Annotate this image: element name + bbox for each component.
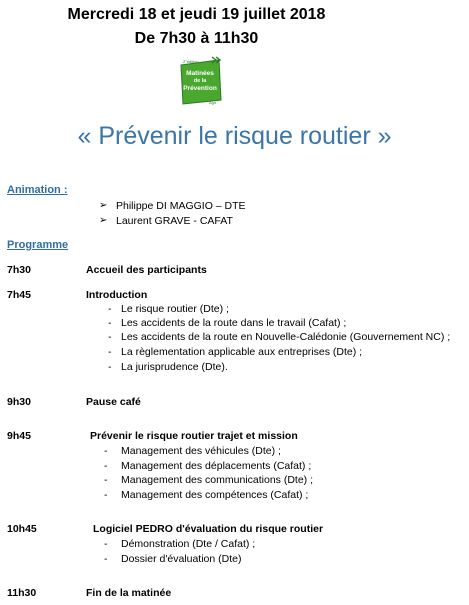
dash-bullet: -: [108, 331, 112, 343]
list-item: Démonstration (Dte / Cafat) ;: [121, 538, 256, 550]
item-title: Prévenir le risque routier trajet et mission: [90, 430, 298, 442]
list-item: Management des compétences (Cafat) ;: [121, 489, 309, 501]
dash-bullet: -: [104, 445, 108, 457]
animator-2: Laurent GRAVE - CAFAT: [116, 215, 233, 227]
logo-line3: Prévention: [183, 85, 217, 92]
dash-bullet: -: [104, 538, 108, 550]
item-time: 10h45: [7, 523, 37, 535]
logo-bottom-text: Agir: [209, 100, 217, 105]
bullet-arrow-icon: ➢: [99, 215, 108, 226]
logo-line2: de la: [193, 78, 207, 84]
dash-bullet: -: [104, 489, 108, 501]
list-item: La jurisprudence (Dte).: [121, 361, 228, 373]
dash-bullet: -: [104, 553, 108, 565]
list-item: La règlementation applicable aux entreprises (Dte) ;: [121, 346, 363, 358]
list-item: Les accidents de la route dans le travail (Cafat) ;: [121, 317, 347, 329]
animator-1: Philippe DI MAGGIO – DTE: [116, 200, 246, 212]
dash-bullet: -: [108, 346, 112, 358]
programme-heading: Programme: [7, 239, 69, 251]
item-title: Introduction: [86, 289, 148, 301]
item-title: Pause café: [86, 396, 141, 408]
list-item: Dossier d'évaluation (Dte): [121, 553, 242, 565]
item-time: 7h45: [7, 289, 31, 301]
dash-bullet: -: [108, 361, 112, 373]
document-title: « Prévenir le risque routier »: [77, 122, 392, 150]
item-title: Logiciel PEDRO d'évaluation du risque routier: [93, 523, 324, 535]
item-time: 11h30: [7, 587, 37, 599]
list-item: Management des communications (Dte) ;: [121, 474, 313, 486]
bullet-arrow-icon: ➢: [99, 200, 108, 211]
dash-bullet: -: [108, 303, 112, 315]
dash-bullet: -: [104, 474, 108, 486]
event-hours: De 7h30 à 11h30: [134, 30, 259, 47]
list-item: Le risque routier (Dte) ;: [121, 303, 229, 315]
logo-line1: Matinées: [186, 70, 214, 77]
logo-top-text: 2°édition: [183, 59, 199, 64]
item-time: 7h30: [7, 264, 31, 276]
item-time: 9h30: [7, 396, 31, 408]
dash-bullet: -: [104, 460, 108, 472]
event-dates: Mercredi 18 et jeudi 19 juillet 2018: [67, 6, 326, 23]
animation-heading: Animation :: [7, 184, 68, 196]
matinees-prevention-logo: [176, 56, 224, 108]
dash-bullet: -: [108, 317, 112, 329]
item-title: Accueil des participants: [86, 264, 207, 276]
item-time: 9h45: [7, 430, 31, 442]
item-title: Fin de la matinée: [86, 587, 172, 599]
list-item: Management des déplacements (Cafat) ;: [121, 460, 312, 472]
list-item: Les accidents de la route en Nouvelle-Calédonie (Gouvernement NC) ;: [121, 331, 451, 343]
list-item: Management des véhicules (Dte) ;: [121, 445, 281, 457]
